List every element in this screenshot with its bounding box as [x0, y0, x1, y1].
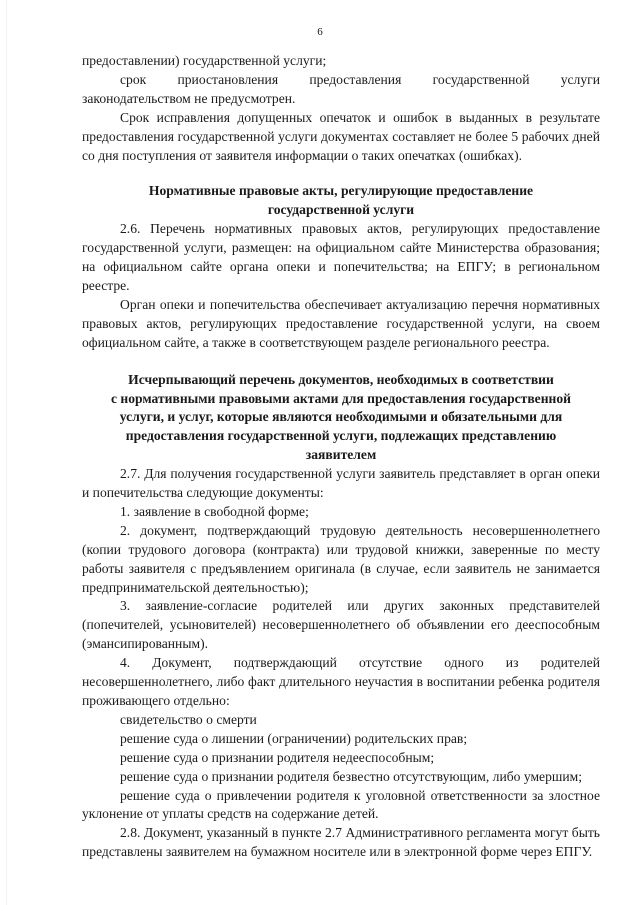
section-heading: предоставления государственной услуги, подлежащих представлению [125, 428, 557, 444]
list-item: свидетельство о смерти [120, 711, 257, 727]
section-heading: услуги, и услуг, которые являются необходимыми и обязательными для [119, 409, 563, 425]
scan-edge [6, 0, 7, 905]
page-number: 6 [317, 26, 323, 38]
section-heading: заявителем [305, 447, 377, 463]
paragraph: 2.6. Перечень нормативных правовых актов, регулирующих предоставление государственной услуги, размещен: на официальном сайте Министерства образования; на официальном сайте органа опеки и попечительства; на ЕПГУ; в региональном реестре. [82, 221, 600, 293]
section-heading: Нормативные правовые акты, регулирующие предоставление [148, 183, 534, 199]
list-item: решение суда о лишении (ограничении) родительских прав; [120, 730, 468, 746]
list-item: решение суда о привлечении родителя к уголовной ответственности за злостное уклонение от уплаты средств на содержание детей. [82, 787, 600, 822]
list-item: решение суда о признании родителя недееспособным; [120, 749, 435, 765]
list-item: 2. документ, подтверждающий трудовую деятельность несовершеннолетнего (копии трудового договора (контракта) или трудовой книжки, заверенные по месту работы заявителя с предъявлением оригинала (в случае, если заявитель не занимается предпринимательской деятельностью); [82, 522, 600, 595]
list-item: 3. заявление-согласие родителей или других законных представителей (попечителей, усыновителей) несовершеннолетнего об объявлении его дееспособным (эмансипированным). [82, 598, 600, 652]
section-heading: Исчерпывающий перечень документов, необходимых в соответствии [128, 371, 554, 387]
paragraph: срок приостановления предоставления государственной услуги законодательством не предусмотрен. [82, 71, 600, 106]
paragraph: Срок исправления допущенных опечаток и ошибок в выданных в результате предоставления государственной услуги документах составляет не более 5 рабочих дней со дня поступления от заявителя информации о таких опечатках (ошибках). [82, 109, 600, 163]
paragraph: 2.8. Документ, указанный в пункте 2.7 Административного регламента могут быть представлены заявителем на бумажном носителе или в электронной форме через ЕПГУ. [82, 825, 600, 860]
list-item: решение суда о признании родителя безвестно отсутствующим, либо умершим; [120, 768, 583, 784]
paragraph: предоставлении) государственной услуги; [82, 53, 327, 68]
section-heading: с нормативными правовыми актами для предоставления государственной [110, 390, 572, 406]
section-documents-list [82, 371, 600, 863]
section-normative-acts [82, 182, 600, 352]
section-heading: государственной услуги [267, 202, 415, 218]
list-item: 4. Документ, подтверждающий отсутствие одного из родителей несовершеннолетнего, либо факт длительного неучастия в воспитании ребенка родителя проживающего отдельно: [82, 655, 600, 708]
paragraph: Орган опеки и попечительства обеспечивает актуализацию перечня нормативных правовых актов, регулирующих предоставление государственной услуги, на своем официальном сайте, а также в соответствующем разделе регионального реестра. [82, 296, 600, 350]
document-body [82, 52, 600, 862]
paragraph: 2.7. Для получения государственной услуги заявитель представляет в орган опеки и попечительства следующие документы: [82, 466, 600, 501]
list-item: 1. заявление в свободной форме; [120, 503, 309, 519]
